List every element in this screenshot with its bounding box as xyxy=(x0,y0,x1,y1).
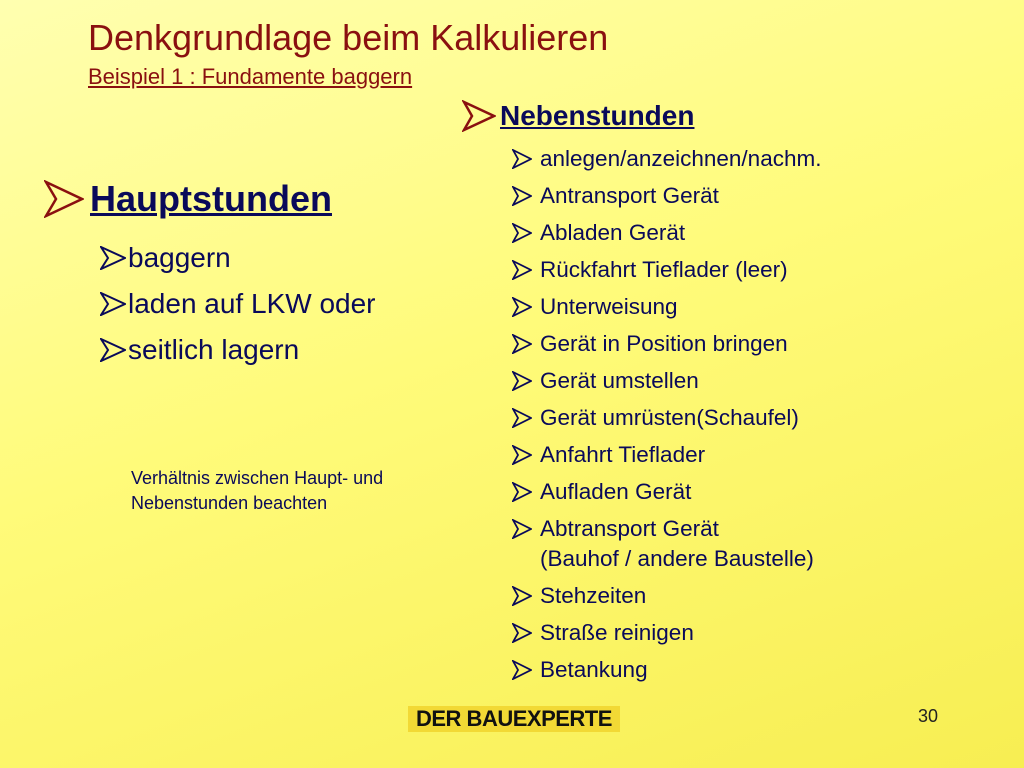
list-item-label: Rückfahrt Tieflader (leer) xyxy=(540,257,788,282)
list-item-label: Unterweisung xyxy=(540,294,678,319)
page-number: 30 xyxy=(918,706,939,726)
list-item xyxy=(512,292,932,322)
list-item xyxy=(512,477,932,507)
slide-title: Denkgrundlage beim Kalkulieren xyxy=(88,17,609,58)
list-item-label: Gerät in Position bringen xyxy=(540,331,788,356)
arrow-bullet-icon xyxy=(512,260,532,280)
arrow-bullet-icon xyxy=(512,371,532,391)
list-item-label: Anfahrt Tieflader xyxy=(540,442,706,467)
arrow-bullet-icon xyxy=(512,482,532,502)
arrow-bullet-icon xyxy=(512,623,532,643)
arrow-bullet-icon xyxy=(512,445,532,465)
arrow-bullet-icon xyxy=(100,338,126,362)
arrow-bullet-icon xyxy=(512,186,532,206)
list-item xyxy=(512,181,932,211)
list-item xyxy=(512,255,932,285)
ratio-note: Verhältnis zwischen Haupt- und Nebenstunden beachten xyxy=(131,468,384,513)
nebenstunden-heading-label: Nebenstunden xyxy=(500,100,695,131)
list-item-label: Abladen Gerät xyxy=(540,220,686,245)
list-item xyxy=(512,366,932,396)
list-item xyxy=(100,330,390,370)
hauptstunden-heading-label: Hauptstunden xyxy=(90,178,332,219)
list-item xyxy=(512,514,932,574)
list-item xyxy=(512,218,932,248)
nebenstunden-heading xyxy=(462,100,694,132)
arrow-bullet-icon xyxy=(512,223,532,243)
list-item-label: Straße reinigen xyxy=(540,620,694,645)
brand-logo: DER BAUEXPERTE xyxy=(408,706,620,732)
hauptstunden-list xyxy=(100,238,390,376)
arrow-bullet-icon xyxy=(512,660,532,680)
slide-subtitle: Beispiel 1 : Fundamente baggern xyxy=(88,64,413,89)
list-item xyxy=(512,144,932,174)
list-item xyxy=(100,238,390,278)
list-item-label: Antransport Gerät xyxy=(540,183,719,208)
list-item-label: Stehzeiten xyxy=(540,583,647,608)
list-item-label: Aufladen Gerät xyxy=(540,479,692,504)
list-item-label: Gerät umrüsten(Schaufel) xyxy=(540,405,799,430)
list-item xyxy=(512,581,932,611)
nebenstunden-list xyxy=(512,144,932,692)
arrow-bullet-icon xyxy=(44,180,84,218)
list-item-label: Betankung xyxy=(540,657,648,682)
list-item xyxy=(100,284,390,324)
arrow-bullet-icon xyxy=(100,292,126,316)
hauptstunden-heading xyxy=(44,178,332,220)
list-item xyxy=(512,403,932,433)
list-item-label: Abtransport Gerät (Bauhof / andere Baustelle) xyxy=(540,516,814,571)
list-item xyxy=(512,329,932,359)
arrow-bullet-icon xyxy=(512,334,532,354)
list-item-label: laden auf LKW oder xyxy=(128,288,376,319)
arrow-bullet-icon xyxy=(512,586,532,606)
list-item-label: anlegen/anzeichnen/nachm. xyxy=(540,146,822,171)
list-item xyxy=(512,618,932,648)
list-item-label: Gerät umstellen xyxy=(540,368,699,393)
list-item-label: seitlich lagern xyxy=(128,334,300,365)
arrow-bullet-icon xyxy=(512,149,532,169)
arrow-bullet-icon xyxy=(512,408,532,428)
arrow-bullet-icon xyxy=(512,519,532,539)
list-item-label: baggern xyxy=(128,242,231,273)
arrow-bullet-icon xyxy=(462,100,496,132)
arrow-bullet-icon xyxy=(100,246,126,270)
list-item xyxy=(512,655,932,685)
arrow-bullet-icon xyxy=(512,297,532,317)
list-item xyxy=(512,440,932,470)
